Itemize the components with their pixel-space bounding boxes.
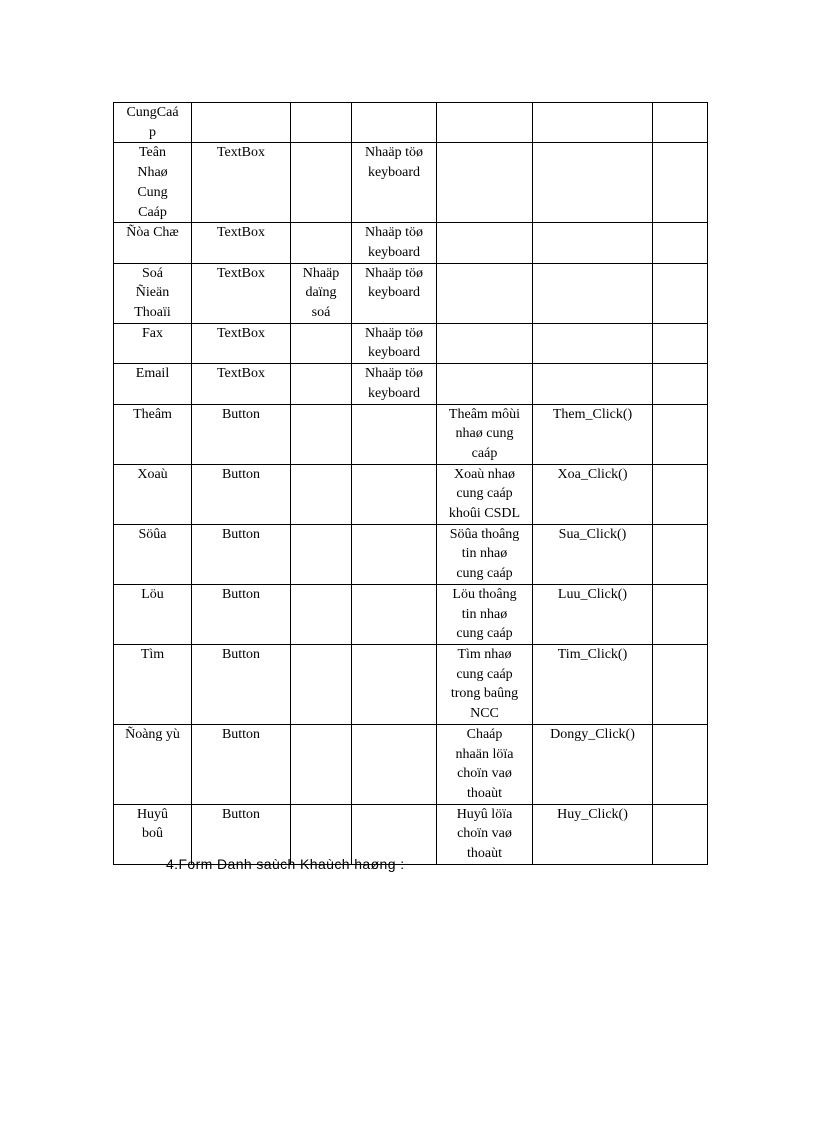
cell-event-handler (533, 223, 653, 263)
cell-event-handler (533, 644, 653, 724)
cell-event-handler (533, 263, 653, 323)
cell-format (291, 143, 352, 223)
cell-text-line: Theâm (133, 406, 172, 422)
cell-text-line: Nhaäp töø (365, 145, 423, 161)
cell-text-line: Huyû (136, 806, 169, 822)
cell-text-line: NCC (470, 706, 499, 722)
cell-event-handler (533, 724, 653, 804)
cell-text-line: cung caáp (456, 486, 513, 502)
cell-note (653, 724, 708, 804)
cell-event-handler (533, 364, 653, 404)
cell-event-handler (533, 143, 653, 223)
cell-control-name (114, 323, 192, 363)
control-spec-table (113, 102, 708, 865)
cell-format (291, 584, 352, 644)
cell-text-line: Button (221, 646, 261, 662)
table-row (114, 464, 708, 524)
cell-text-line: Tìm nhaø (457, 646, 512, 662)
cell-text-line: cung caáp (456, 666, 513, 682)
cell-text-line: TextBox (216, 265, 265, 281)
cell-input-source (352, 524, 437, 584)
cell-text-line: Button (221, 586, 261, 602)
cell-control-name (114, 103, 192, 143)
cell-format (291, 263, 352, 323)
cell-control-name (114, 223, 192, 263)
cell-text-line: Button (221, 726, 261, 742)
cell-text-line: Xoaù nhaø (453, 466, 516, 482)
cell-text-line: Theâm môùi (448, 406, 521, 422)
cell-input-source (352, 263, 437, 323)
cell-text-line: soá (311, 305, 331, 321)
cell-description (437, 103, 533, 143)
cell-control-type (192, 223, 291, 263)
cell-text-line: Button (221, 526, 261, 542)
cell-note (653, 464, 708, 524)
cell-text-line: thoaùt (467, 846, 502, 862)
cell-event-handler (533, 524, 653, 584)
cell-description (437, 263, 533, 323)
cell-control-type (192, 103, 291, 143)
cell-text-line: Button (221, 806, 261, 822)
cell-text-line: Nhaäp töø (365, 325, 423, 341)
cell-note (653, 584, 708, 644)
cell-description (437, 644, 533, 724)
cell-format (291, 724, 352, 804)
cell-text-line: TextBox (216, 225, 265, 241)
cell-input-source (352, 404, 437, 464)
cell-text-line: nhaø cung (455, 426, 514, 442)
cell-description (437, 524, 533, 584)
cell-text-line: tin nhaø (461, 546, 508, 562)
table-row (114, 724, 708, 804)
cell-input-source (352, 143, 437, 223)
cell-note (653, 223, 708, 263)
cell-input-source (352, 223, 437, 263)
cell-input-source (352, 584, 437, 644)
table-row (114, 404, 708, 464)
cell-text-line: TextBox (216, 366, 265, 382)
cell-note (653, 644, 708, 724)
cell-text-line: Tim_Click() (557, 646, 628, 662)
cell-format (291, 364, 352, 404)
cell-description (437, 143, 533, 223)
cell-control-type (192, 364, 291, 404)
cell-text-line: khoûi CSDL (448, 506, 521, 522)
cell-text-line: keyboard (367, 244, 421, 260)
cell-control-type (192, 263, 291, 323)
cell-text-line: Dongy_Click() (550, 726, 635, 742)
table-row (114, 524, 708, 584)
cell-text-line: Email (135, 366, 170, 382)
cell-description (437, 464, 533, 524)
cell-format (291, 223, 352, 263)
table-row (114, 323, 708, 363)
cell-text-line: Huy_Click() (557, 806, 628, 822)
cell-control-name (114, 464, 192, 524)
cell-text-line: Luu_Click() (557, 586, 628, 602)
cell-text-line: keyboard (367, 385, 421, 401)
cell-text-line: Cung (137, 184, 168, 200)
cell-control-type (192, 323, 291, 363)
cell-text-line: tin nhaø (461, 606, 508, 622)
cell-input-source (352, 644, 437, 724)
cell-control-type (192, 143, 291, 223)
cell-input-source (352, 364, 437, 404)
cell-control-name (114, 263, 192, 323)
cell-control-type (192, 464, 291, 524)
cell-description (437, 404, 533, 464)
cell-note (653, 263, 708, 323)
cell-description (437, 584, 533, 644)
cell-control-type (192, 404, 291, 464)
cell-note (653, 804, 708, 864)
cell-format (291, 524, 352, 584)
cell-text-line: Nhaäp (302, 265, 340, 281)
cell-text-line: Teân (138, 145, 166, 161)
table-row (114, 644, 708, 724)
cell-text-line: Tìm (140, 646, 165, 662)
cell-text-line: nhaän löïa (455, 746, 514, 762)
cell-description (437, 724, 533, 804)
cell-control-name (114, 724, 192, 804)
table-row (114, 223, 708, 263)
cell-text-line: Sua_Click() (558, 526, 627, 542)
cell-text-line: Xoa_Click() (557, 466, 628, 482)
table-row (114, 584, 708, 644)
cell-text-line: Nhaø (137, 165, 168, 181)
section-caption: 4.Form Danh saùch Khaùch haøng : (166, 856, 405, 872)
cell-event-handler (533, 404, 653, 464)
cell-text-line: keyboard (367, 345, 421, 361)
cell-control-type (192, 524, 291, 584)
cell-text-line: p (149, 124, 156, 140)
cell-event-handler (533, 464, 653, 524)
cell-text-line: Soá (142, 265, 163, 281)
cell-text-line: Caáp (138, 204, 167, 220)
cell-format (291, 103, 352, 143)
table-row (114, 263, 708, 323)
cell-control-name (114, 584, 192, 644)
cell-format (291, 464, 352, 524)
cell-description (437, 804, 533, 864)
cell-text-line: TextBox (216, 145, 265, 161)
cell-text-line: choïn vaø (457, 766, 512, 782)
cell-text-line: Fax (142, 325, 163, 341)
cell-text-line: Söûa (138, 526, 167, 542)
cell-text-line: Söûa thoâng (449, 526, 520, 542)
cell-input-source (352, 724, 437, 804)
cell-input-source (352, 323, 437, 363)
table-row (114, 103, 708, 143)
cell-text-line: choïn vaø (457, 826, 512, 842)
cell-control-type (192, 644, 291, 724)
cell-control-type (192, 584, 291, 644)
table-row (114, 143, 708, 223)
cell-description (437, 323, 533, 363)
cell-text-line: keyboard (367, 285, 421, 301)
cell-text-line: Button (221, 466, 261, 482)
cell-text-line: caáp (471, 445, 498, 461)
cell-text-line: cung caáp (456, 566, 513, 582)
cell-text-line: Ñòa Chæ (126, 225, 179, 241)
cell-note (653, 364, 708, 404)
cell-note (653, 524, 708, 584)
cell-format (291, 323, 352, 363)
cell-text-line: Chaáp (466, 726, 503, 742)
cell-note (653, 404, 708, 464)
cell-event-handler (533, 584, 653, 644)
cell-text-line: daïng (305, 285, 337, 301)
cell-event-handler (533, 323, 653, 363)
cell-control-name (114, 364, 192, 404)
cell-text-line: Xoaù (137, 466, 168, 482)
cell-text-line: Thoaïi (134, 305, 171, 321)
cell-input-source (352, 103, 437, 143)
cell-text-line: CungCaá (126, 105, 179, 120)
cell-text-line: boû (142, 826, 163, 842)
cell-text-line: Löu (141, 586, 164, 602)
cell-control-name (114, 524, 192, 584)
cell-note (653, 323, 708, 363)
cell-text-line: Nhaäp töø (365, 366, 423, 382)
cell-text-line: Huyû löïa (456, 806, 513, 822)
cell-text-line: Nhaäp töø (365, 265, 423, 281)
cell-text-line: trong baûng (450, 686, 519, 702)
cell-text-line: keyboard (367, 165, 421, 181)
cell-text-line: Ñieän (135, 285, 170, 301)
cell-control-name (114, 143, 192, 223)
cell-text-line: cung caáp (456, 626, 513, 642)
cell-note (653, 103, 708, 143)
table-row (114, 364, 708, 404)
cell-description (437, 364, 533, 404)
cell-description (437, 223, 533, 263)
cell-text-line: Button (221, 406, 261, 422)
cell-note (653, 143, 708, 223)
cell-text-line: Them_Click() (552, 406, 633, 422)
cell-text-line: TextBox (216, 325, 265, 341)
cell-format (291, 404, 352, 464)
cell-event-handler (533, 103, 653, 143)
cell-format (291, 644, 352, 724)
cell-control-type (192, 724, 291, 804)
cell-text-line: Löu thoâng (452, 586, 517, 602)
cell-event-handler (533, 804, 653, 864)
cell-control-name (114, 644, 192, 724)
cell-input-source (352, 464, 437, 524)
cell-text-line: thoaùt (467, 785, 502, 801)
cell-text-line: Nhaäp töø (365, 225, 423, 241)
cell-text-line: Ñoàng yù (125, 726, 180, 742)
cell-control-name (114, 404, 192, 464)
